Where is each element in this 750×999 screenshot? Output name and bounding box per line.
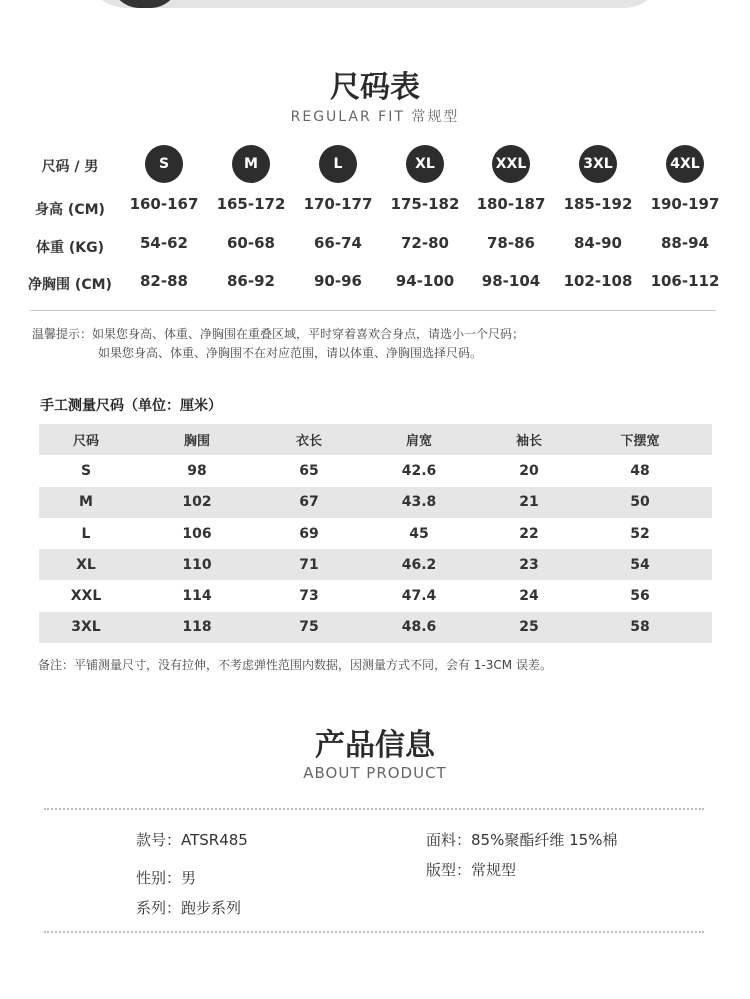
weight-cell: 66-74 [314,234,362,252]
fit-info: 版型：常规型 [426,861,517,879]
chest-cell: 82-88 [140,272,188,290]
weight-cell: 78-86 [487,234,535,252]
size-badge: XXL [492,145,530,183]
weight-cell: 88-94 [661,234,709,252]
column-header: 肩宽 [405,434,432,450]
size-badge: 4XL [666,145,704,183]
table-cell: 58 [630,619,650,636]
table-header-row [39,424,712,455]
size-chart-subtitle: REGULAR FIT 常规型 [290,109,460,125]
table-cell: 67 [299,494,319,511]
size-badge: M [232,145,270,183]
chest-cell: 98-104 [481,272,541,290]
measurement-note: 备注：平铺测量尺寸，没有拉伸，不考虑弹性范围内数据，因测量方式不同，会有 1-3CM 误差。 [38,658,552,672]
size-tip-line-1: 温馨提示：如果您身高、体重、净胸围在重叠区域，平时穿着喜欢合身点，请选小一个尺码； [32,327,525,341]
table-cell: 20 [519,462,539,479]
height-row-label: 身高 (CM) [35,202,105,218]
table-cell: 54 [630,556,650,573]
table-cell: 106 [182,525,212,542]
dotted-divider [44,808,704,810]
height-cell: 170-177 [303,195,373,213]
column-header: 袖长 [515,434,542,450]
column-header: 胸围 [183,434,210,450]
size-tip-line-2: 如果您身高、体重、净胸围不在对应范围，请以体重、净胸围选择尺码。 [98,346,483,360]
table-row [39,455,712,486]
size-row-label: 尺码 / 男 [41,159,99,175]
divider [30,310,716,311]
table-row [39,487,712,518]
table-cell: L [81,525,91,542]
weight-cell: 84-90 [574,234,622,252]
series-info: 系列：跑步系列 [136,899,242,917]
table-cell: 98 [187,462,207,479]
column-header: 衣长 [295,434,322,450]
table-cell: 75 [299,619,319,636]
size-badge: L [319,145,357,183]
size-badge: XL [406,145,444,183]
table-row [39,612,712,643]
table-cell: 25 [519,619,539,636]
measurement-table [39,424,712,643]
column-header: 尺码 [72,434,99,450]
column-header: 下摆宽 [620,434,660,450]
table-cell: 48.6 [401,619,437,636]
table-cell: 23 [519,556,539,573]
table-cell: 45 [409,525,429,542]
table-row [39,580,712,611]
table-cell: 50 [630,494,650,511]
product-info-subtitle: ABOUT PRODUCT [303,764,447,782]
table-cell: 3XL [71,619,101,636]
table-cell: 71 [299,556,319,573]
weight-row-label: 体重 (KG) [35,240,104,256]
height-cell: 160-167 [129,195,199,213]
table-cell: XL [76,556,96,573]
dotted-divider [44,931,704,933]
height-cell: 180-187 [476,195,546,213]
height-cell: 165-172 [216,195,286,213]
table-cell: 114 [182,588,212,605]
table-cell: 56 [630,588,650,605]
weight-cell: 72-80 [401,234,449,252]
table-cell: 46.2 [401,556,437,573]
chest-cell: 94-100 [395,272,455,290]
table-cell: 52 [630,525,650,542]
size-chart-title: 尺码表 [330,70,420,105]
table-cell: XXL [70,588,102,605]
table-cell: 69 [299,525,319,542]
size-badge: S [145,145,183,183]
chest-row-label: 净胸围 (CM) [28,277,112,293]
weight-cell: 54-62 [140,234,188,252]
table-row [39,549,712,580]
table-cell: 118 [182,619,212,636]
chest-cell: 106-112 [650,272,720,290]
table-cell: 65 [299,462,319,479]
height-cell: 175-182 [390,195,460,213]
table-cell: 24 [519,588,539,605]
chest-cell: 90-96 [314,272,362,290]
size-badge: 3XL [579,145,617,183]
chest-cell: 102-108 [563,272,633,290]
table-cell: 102 [182,494,212,511]
table-cell: 22 [519,525,539,542]
height-cell: 185-192 [563,195,633,213]
table-cell: 42.6 [401,462,437,479]
height-cell: 190-197 [650,195,720,213]
chest-cell: 86-92 [227,272,275,290]
table-cell: 21 [519,494,539,511]
table-row [39,518,712,549]
measurement-title: 手工测量尺码（单位：厘米） [40,398,222,414]
table-cell: M [79,494,93,511]
table-cell: 48 [630,462,650,479]
table-cell: 110 [182,556,212,573]
product-info-title: 产品信息 [315,728,435,763]
table-cell: 73 [299,588,319,605]
table-cell: 43.8 [401,494,437,511]
fabric-info: 面料：85%聚酯纤维 15%棉 [426,831,618,849]
table-cell: 47.4 [401,588,437,605]
gender-info: 性别：男 [136,869,197,887]
weight-cell: 60-68 [227,234,275,252]
item-number: 款号：ATSR485 [136,831,248,849]
table-cell: S [80,462,92,479]
